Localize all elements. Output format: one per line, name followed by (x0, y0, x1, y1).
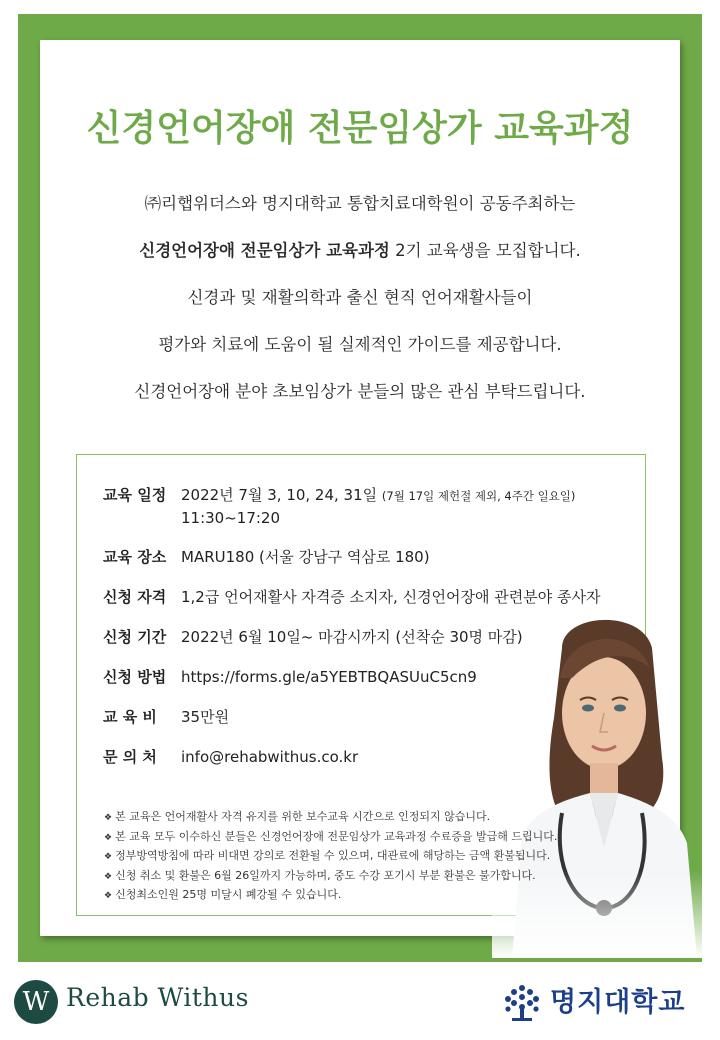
intro-text (0, 190, 720, 425)
intro-line-4: 평가와 치료에 도움이 될 실제적인 가이드를 제공합니다. (158, 335, 562, 354)
schedule-label: 교육 일정 (103, 486, 167, 504)
notice-text: 정부방역방침에 따라 비대면 강의로 전환될 수 있으며, 대관료에 해당하는 금액 환불됩니다. (115, 849, 551, 862)
myongji-emblem-icon (500, 982, 544, 1022)
schedule-value (181, 484, 633, 546)
intro-line-2 (0, 237, 720, 284)
intro-line-1: ㈜리햅위더스와 명지대학교 통합치료대학원이 공동주최하는 (144, 194, 576, 213)
fee-label: 교 육 비 (103, 708, 157, 726)
info-row-schedule (103, 484, 633, 546)
poster-title: 신경언어장애 전문임상가 교육과정 (86, 108, 634, 149)
rehab-withus-name: Rehab Withus (66, 983, 249, 1012)
notice-item (104, 828, 624, 848)
notice-diamond-icon: ❖ (104, 832, 113, 843)
info-row-period (103, 626, 633, 666)
notice-item (104, 847, 624, 867)
rehab-withus-logo-icon: W (14, 980, 58, 1024)
method-label: 신청 방법 (103, 668, 167, 686)
place-label: 교육 장소 (103, 548, 167, 566)
contact-email[interactable]: info@rehabwithus.co.kr (181, 748, 359, 766)
notice-diamond-icon: ❖ (104, 852, 113, 862)
notice-diamond-icon: ❖ (104, 813, 113, 823)
notice-item (104, 867, 624, 887)
info-row-fee (103, 706, 633, 746)
period-label: 신청 기간 (103, 628, 167, 646)
notice-text: 본 교육은 언어재활사 자격 유지를 위한 보수교육 시간으로 인정되지 않습니다. (115, 810, 491, 823)
qualification-label: 신청 자격 (103, 588, 167, 606)
intro-course-name: 신경언어장애 전문임상가 교육과정 (139, 241, 390, 260)
schedule-time: 11:30~17:20 (181, 509, 281, 527)
notice-list (104, 808, 624, 906)
period-value: 2022년 6월 10일~ 마감시까지 (선착순 30명 마감) (181, 628, 523, 646)
intro-line-3: 신경과 및 재활의학과 출신 현직 언어재활사들이 (187, 288, 533, 307)
fee-value: 35만원 (181, 708, 230, 726)
notice-text: 신청 취소 및 환불은 6월 26일까지 가능하며, 중도 수강 포기시 부분 환불은 불가합니다. (115, 868, 536, 882)
intro-recruit-text: 2기 교육생을 모집합니다. (389, 241, 581, 260)
notice-diamond-icon: ❖ (104, 891, 113, 901)
contact-label: 문 의 처 (103, 748, 157, 766)
application-link[interactable]: https://forms.gle/a5YEBTBQASUuC5cn9 (181, 668, 477, 686)
schedule-dates: 2022년 7월 3, 10, 24, 31일 (181, 486, 382, 504)
info-row-method (103, 666, 633, 706)
notice-text: 본 교육 모두 이수하신 분들은 신경언어장애 전문임상가 교육과정 수료증을 발급해 드립니다. (115, 829, 558, 843)
notice-item (104, 886, 624, 906)
notice-diamond-icon: ❖ (104, 871, 113, 882)
place-value: MARU180 (서울 강남구 역삼로 180) (181, 548, 430, 566)
course-info (103, 484, 633, 786)
info-row-qualification (103, 586, 633, 626)
schedule-note: (7월 17일 제헌절 제외, 4주간 일요일) (381, 489, 576, 503)
info-row-contact (103, 746, 633, 786)
intro-line-5: 신경언어장애 분야 초보임상가 분들의 많은 관심 부탁드립니다. (134, 382, 586, 401)
qualification-value: 1,2급 언어재활사 자격증 소지자, 신경언어장애 관련분야 종사자 (181, 588, 601, 606)
notice-item (104, 808, 624, 828)
notice-text: 신청최소인원 25명 미달시 폐강될 수 있습니다. (115, 888, 342, 901)
info-row-place (103, 546, 633, 586)
myongji-university-name: 명지대학교 (550, 987, 686, 1018)
